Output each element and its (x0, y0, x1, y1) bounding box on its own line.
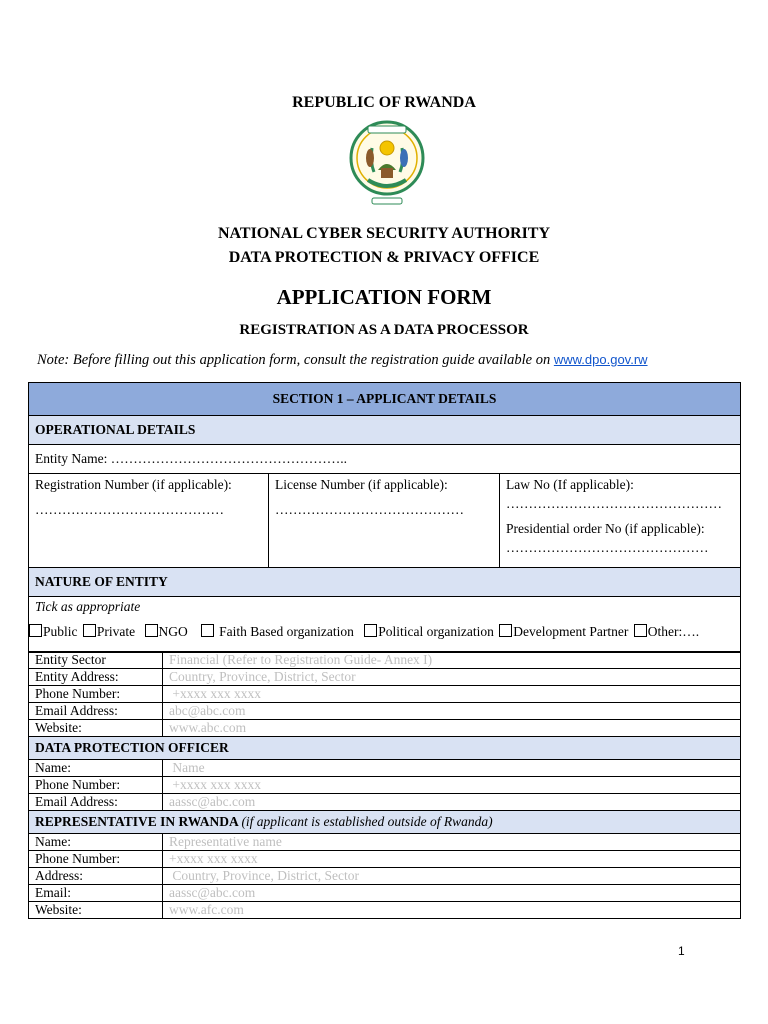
dpo-name-label: Name: (29, 760, 163, 777)
rep-email-field[interactable]: aassc@abc.com (163, 885, 741, 902)
entity-sector-label: Entity Sector (29, 652, 163, 669)
table-row (29, 794, 741, 811)
table-row (29, 868, 741, 885)
presidential-order-dots: ……………………………………… (506, 540, 709, 555)
law-number-cell[interactable] (500, 474, 741, 568)
ngo-checkbox[interactable] (145, 624, 158, 637)
dpo-website-link[interactable]: www.dpo.gov.rw (553, 352, 648, 367)
rep-name-label: Name: (29, 834, 163, 851)
public-label: Public (43, 624, 78, 639)
table-row (29, 703, 741, 720)
rwanda-coat-of-arms-icon (348, 118, 426, 208)
dpo-phone-label: Phone Number: (29, 777, 163, 794)
entity-website-label: Website: (29, 720, 163, 737)
option-private[interactable] (83, 624, 135, 639)
office-name: DATA PROTECTION & PRIVACY OFFICE (228, 249, 540, 266)
nature-of-entity-header: NATURE OF ENTITY (29, 568, 741, 597)
license-number-cell[interactable] (269, 474, 500, 568)
table-row (29, 760, 741, 777)
registration-number-label: Registration Number (if applicable): (35, 477, 232, 492)
option-faith-based[interactable] (201, 624, 354, 639)
note-line (37, 352, 648, 369)
development-partner-checkbox[interactable] (499, 624, 512, 637)
development-partner-label: Development Partner (513, 624, 629, 639)
rep-address-field[interactable]: Country, Province, District, Sector (163, 868, 741, 885)
representative-header (29, 811, 741, 834)
entity-sector-field[interactable]: Financial (Refer to Registration Guide- Annex I) (163, 652, 741, 669)
other-checkbox[interactable] (634, 624, 647, 637)
table-row (29, 686, 741, 703)
entity-address-field[interactable]: Country, Province, District, Sector (163, 669, 741, 686)
rep-phone-label: Phone Number: (29, 851, 163, 868)
ngo-label: NGO (158, 624, 188, 639)
entity-phone-label: Phone Number: (29, 686, 163, 703)
option-other[interactable] (634, 624, 699, 639)
presidential-order-label: Presidential order No (if applicable): (506, 521, 705, 536)
rep-phone-field[interactable]: +xxxx xxx xxxx (163, 851, 741, 868)
other-label: Other:…. (647, 624, 700, 639)
registration-number-dots: …………………………………… (35, 502, 224, 517)
dpo-name-field[interactable]: Name (163, 760, 741, 777)
entity-type-options (29, 624, 734, 640)
note-text: Note: Before filling out this application form, consult the registration guide available on (37, 352, 554, 368)
applicant-details-table (28, 382, 741, 653)
entity-email-label: Email Address: (29, 703, 163, 720)
private-checkbox[interactable] (83, 624, 96, 637)
public-checkbox[interactable] (29, 624, 42, 637)
entity-address-label: Entity Address: (29, 669, 163, 686)
table-row (29, 851, 741, 868)
license-number-label: License Number (if applicable): (275, 477, 448, 492)
dpo-phone-field[interactable]: +xxxx xxx xxxx (163, 777, 741, 794)
table-row (29, 885, 741, 902)
option-political[interactable] (364, 624, 494, 639)
table-row (29, 834, 741, 851)
rep-name-field[interactable]: Representative name (163, 834, 741, 851)
table-row (29, 720, 741, 737)
political-label: Political organization (378, 624, 494, 639)
option-public[interactable] (29, 624, 78, 639)
representative-note: (if applicant is established outside of Rwanda) (241, 814, 493, 829)
tick-instruction: Tick as appropriate (35, 599, 141, 614)
table-row (29, 902, 741, 919)
page-number: 1 (678, 944, 685, 958)
license-number-dots: …………………………………… (275, 502, 464, 517)
political-checkbox[interactable] (364, 624, 377, 637)
registration-number-cell[interactable] (29, 474, 269, 568)
form-title: APPLICATION FORM (276, 285, 492, 309)
contact-details-table (28, 651, 741, 919)
entity-email-field[interactable]: abc@abc.com (163, 703, 741, 720)
private-label: Private (96, 624, 136, 639)
option-development-partner[interactable] (499, 624, 628, 639)
section-1-header: SECTION 1 – APPLICANT DETAILS (29, 383, 741, 416)
faith-based-checkbox[interactable] (201, 624, 214, 637)
republic-heading: REPUBLIC OF RWANDA (292, 94, 476, 111)
table-row (29, 652, 741, 669)
law-number-dots: ………………………………………… (506, 496, 722, 511)
operational-details-header: OPERATIONAL DETAILS (29, 416, 741, 445)
rep-website-label: Website: (29, 902, 163, 919)
law-number-label: Law No (If applicable): (506, 477, 634, 492)
authority-name: NATIONAL CYBER SECURITY AUTHORITY (217, 225, 551, 242)
dpo-email-field[interactable]: aassc@abc.com (163, 794, 741, 811)
option-ngo[interactable] (145, 624, 188, 639)
representative-title: REPRESENTATIVE IN RWANDA (35, 814, 239, 829)
rep-email-label: Email: (29, 885, 163, 902)
dpo-header: DATA PROTECTION OFFICER (29, 737, 741, 760)
entity-name-field[interactable]: Entity Name: …………………………………………….. (29, 445, 741, 474)
dpo-email-label: Email Address: (29, 794, 163, 811)
entity-website-field[interactable]: www.abc.com (163, 720, 741, 737)
table-row (29, 777, 741, 794)
table-row (29, 669, 741, 686)
entity-phone-field[interactable]: +xxxx xxx xxxx (163, 686, 741, 703)
faith-based-label: Faith Based organization (219, 624, 354, 639)
nature-of-entity-options (29, 597, 741, 653)
rep-website-field[interactable]: www.afc.com (163, 902, 741, 919)
form-subtitle: REGISTRATION AS A DATA PROCESSOR (239, 322, 529, 338)
rep-address-label: Address: (29, 868, 163, 885)
